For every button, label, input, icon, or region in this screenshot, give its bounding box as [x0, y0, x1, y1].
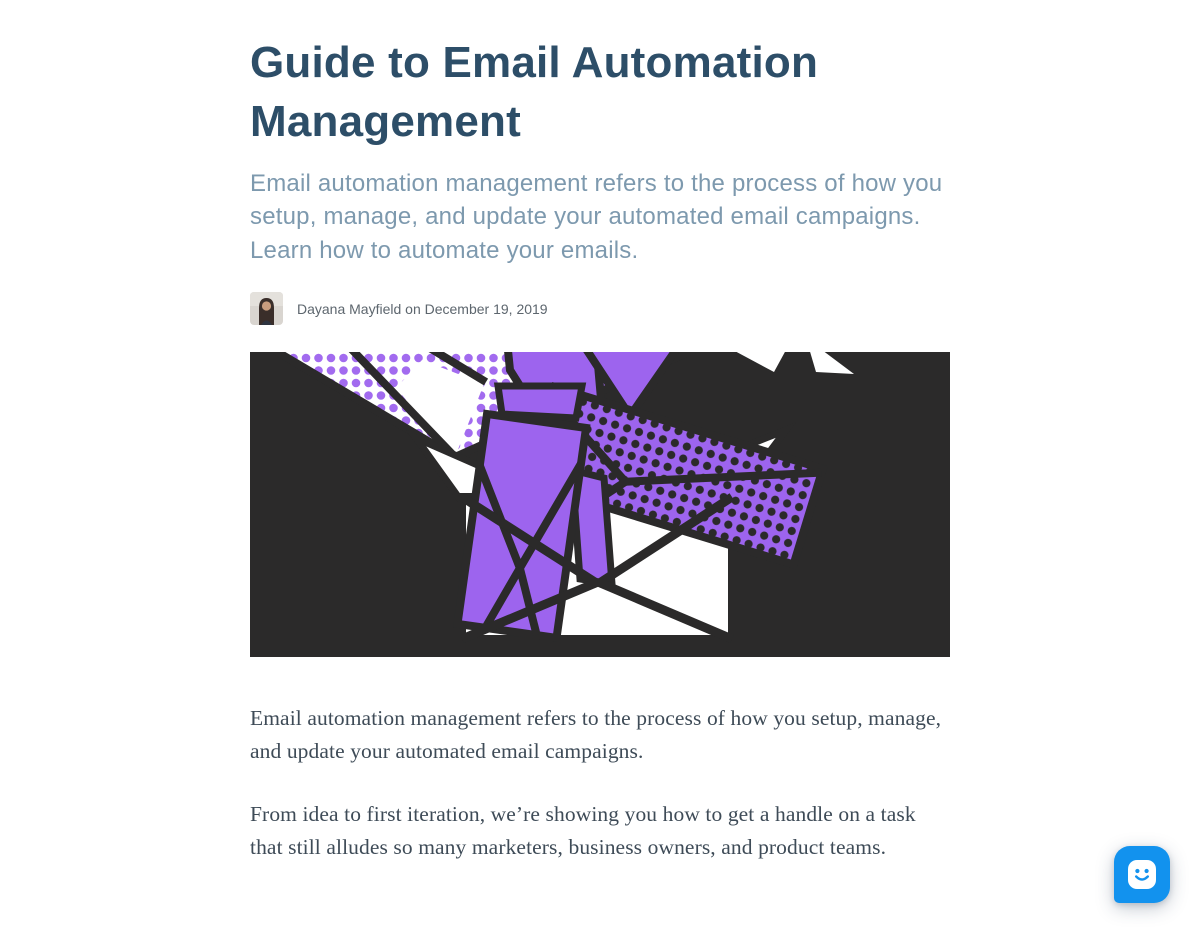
- article-body: [250, 702, 950, 864]
- paragraph: Email automation management refers to the process of how you setup, manage, and update your automated email campaigns.: [250, 706, 942, 764]
- paragraph: From idea to first iteration, we’re showing you how to get a handle on a task that still alludes so many marketers, business owners, and product teams.: [250, 801, 916, 860]
- article-subtitle: Email automation management refers to the process of how you setup, manage, and update your automated email campaigns. Learn how to automate your emails.: [250, 170, 943, 264]
- byline-text: Dayana Mayfield on December 19, 2019: [297, 300, 548, 317]
- chat-launcher-button[interactable]: [1114, 846, 1170, 903]
- chat-smiley-icon: [1128, 860, 1156, 889]
- page-title: Guide to Email Automation Management: [250, 38, 819, 146]
- author-avatar: [250, 292, 283, 325]
- byline: [250, 292, 950, 325]
- article: [250, 34, 950, 864]
- hero-image: [250, 352, 950, 657]
